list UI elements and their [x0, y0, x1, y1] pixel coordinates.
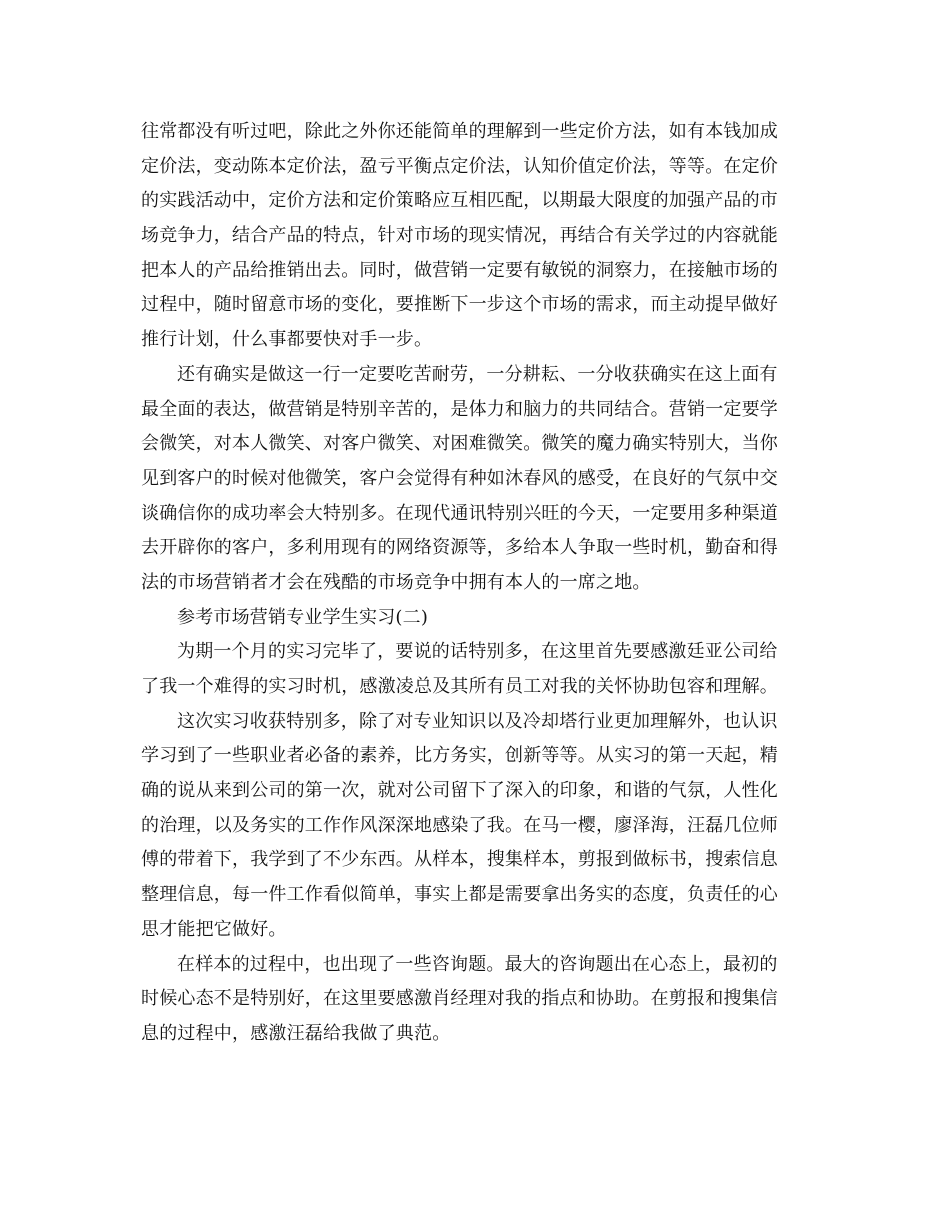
text-line: 会微笑，对本人微笑、对客户微笑、对困难微笑。微笑的魔力确实特别大，当你 [141, 433, 778, 455]
text-line: 整理信息，每一件工作看似简单，事实上都是需要拿出务实的态度，负责任的心 [141, 884, 778, 906]
text-line: 最全面的表达，做营销是特别辛苦的，是体力和脑力的共同结合。营销一定要学 [141, 398, 778, 420]
text-line: 为期一个月的实习完毕了，要说的话特别多，在这里首先要感激廷亚公司给 [177, 641, 778, 663]
text-line: 思才能把它做好。 [141, 918, 287, 940]
text-line: 定价法，变动陈本定价法，盈亏平衡点定价法，认知价值定价法，等等。在定价 [141, 155, 778, 177]
text-line: 确的说从来到公司的第一次，就对公司留下了深入的印象，和谐的气氛，人性化 [141, 780, 778, 802]
text-line: 时候心态不是特别好，在这里要感激肖经理对我的指点和协助。在剪报和搜集信 [141, 988, 778, 1010]
text-line: 的治理，以及务实的工作作风深深地感染了我。在马一樱，廖泽海，汪磊几位师 [141, 814, 778, 836]
text-line: 谈确信你的成功率会大特别多。在现代通讯特别兴旺的今天，一定要用多种渠道 [141, 502, 778, 524]
text-line: 息的过程中，感激汪磊给我做了典范。 [141, 1022, 451, 1044]
text-line: 这次实习收获特别多，除了对专业知识以及冷却塔行业更加理解外，也认识 [177, 710, 778, 732]
text-line: 法的市场营销者才会在残酷的市场竞争中拥有本人的一席之地。 [141, 571, 651, 593]
text-line: 傅的带着下，我学到了不少东西。从样本，搜集样本，剪报到做标书，搜索信息 [141, 849, 778, 871]
text-line: 去开辟你的客户，多利用现有的网络资源等，多给本人争取一些时机，勤奋和得 [141, 537, 778, 559]
text-line: 的实践活动中，定价方法和定价策略应互相匹配，以期最大限度的加强产品的市 [141, 190, 778, 212]
text-line: 学习到了一些职业者必备的素养，比方务实，创新等等。从实习的第一天起，精 [141, 745, 778, 767]
text-line: 过程中，随时留意市场的变化，要推断下一步这个市场的需求，而主动提早做好 [141, 294, 778, 316]
document-page [141, 115, 806, 1052]
text-line: 在样本的过程中，也出现了一些咨询题。最大的咨询题出在心态上，最初的 [177, 953, 778, 975]
text-line: 见到客户的时候对他微笑，客户会觉得有种如沐春风的感受，在良好的气氛中交 [141, 467, 778, 489]
text-line: 场竞争力，结合产品的特点，针对市场的现实情况，再结合有关学过的内容就能 [141, 225, 778, 247]
text-line: 还有确实是做这一行一定要吃苦耐劳，一分耕耘、一分收获确实在这上面有 [177, 363, 778, 385]
text-line: 推行计划，什么事都要快对手一步。 [141, 329, 433, 351]
section-heading: 参考市场营销专业学生实习(二) [177, 606, 429, 628]
text-line: 把本人的产品给推销出去。同时，做营销一定要有敏锐的洞察力，在接触市场的 [141, 259, 778, 281]
text-line: 了我一个难得的实习时机，感激凌总及其所有员工对我的关怀协助包容和理解。 [141, 676, 778, 697]
text-line: 往常都没有听过吧，除此之外你还能简单的理解到一些定价方法，如有本钱加成 [141, 121, 778, 142]
